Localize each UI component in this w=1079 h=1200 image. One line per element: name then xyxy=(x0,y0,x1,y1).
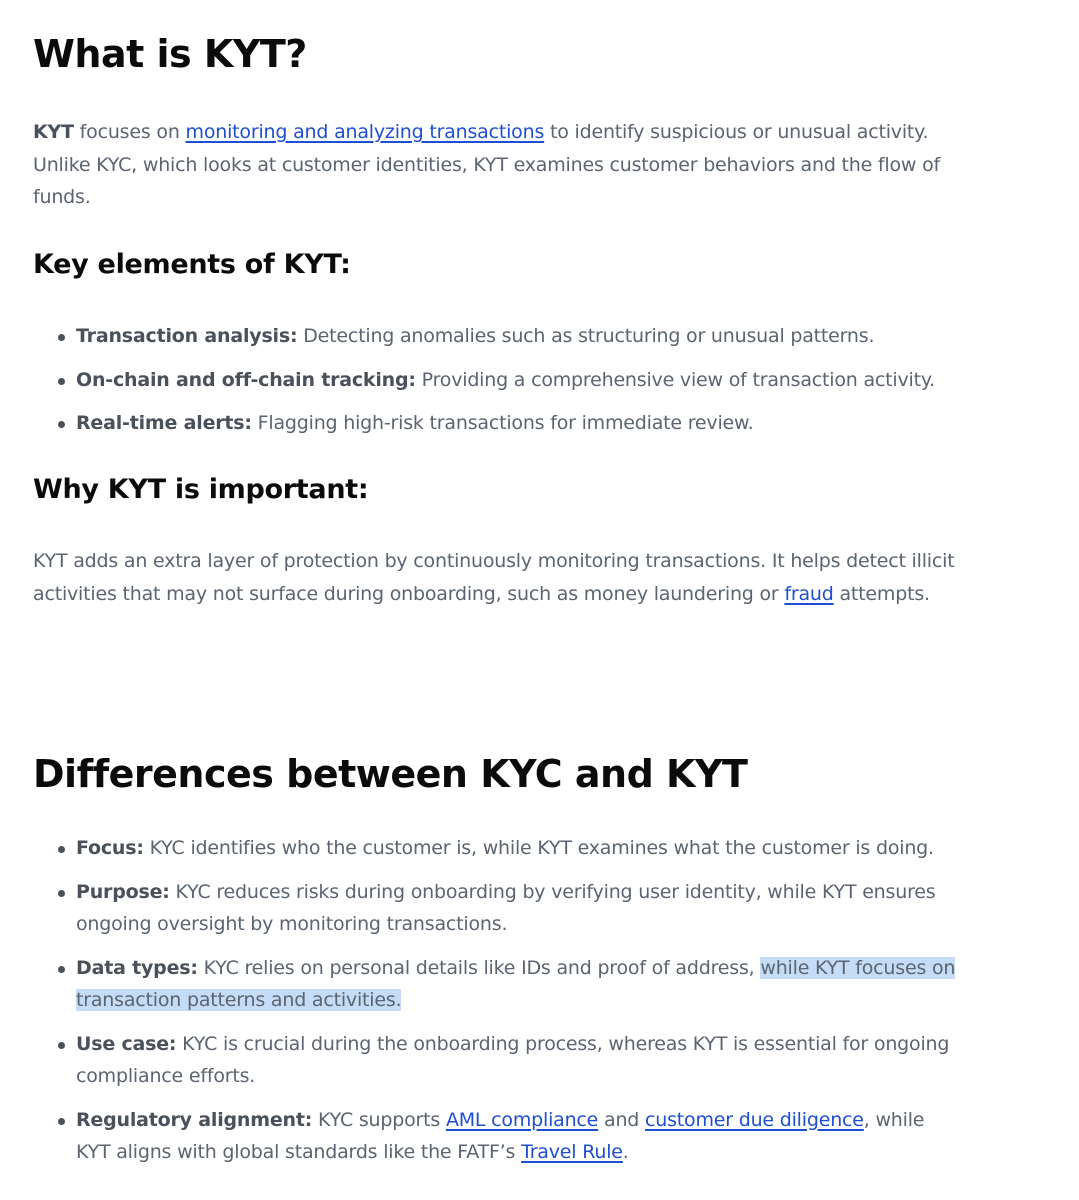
list-item-text: Flagging high-risk transactions for immediate review. xyxy=(251,412,754,434)
list-item-text: , while KYT aligns with global standards like the FATF’s xyxy=(76,1108,925,1163)
list-item xyxy=(33,832,963,865)
list-item-text: Providing a comprehensive view of transaction activity. xyxy=(415,368,936,391)
list-item-term: Focus: xyxy=(76,837,144,859)
bullet-icon xyxy=(58,1042,65,1049)
importance-text-1: KYT adds an extra layer of protection by continuously monitoring transactions. It helps detect illicit activities that may not surface during onboarding, such as money laundering or xyxy=(33,550,955,605)
kyt-intro-text-2: to identify suspicious or unusual activity. Unlike KYC, which looks at customer identities, KYT examines customer behaviors and the flow of funds. xyxy=(33,121,941,208)
list-item xyxy=(33,1028,963,1093)
selected-text-highlight[interactable]: while KYT focuses on transaction patterns and activities. xyxy=(76,956,956,1011)
list-item-term: Purpose: xyxy=(76,880,170,903)
list-item-term: Data types: xyxy=(76,956,198,979)
key-elements-list xyxy=(33,320,963,440)
bullet-icon xyxy=(58,966,65,973)
list-item xyxy=(33,407,963,440)
list-item-term: Real-time alerts: xyxy=(76,412,252,434)
link-travel-rule[interactable]: Travel Rule xyxy=(521,1141,623,1163)
list-item-text: KYC relies on personal details like IDs and proof of address, xyxy=(197,956,761,979)
list-item-text: . xyxy=(622,1141,629,1163)
kyt-term: KYT xyxy=(33,121,74,143)
list-item xyxy=(33,1104,963,1169)
list-item xyxy=(33,320,963,353)
list-item xyxy=(33,364,963,397)
bullet-icon xyxy=(58,846,65,853)
list-item-term: On-chain and off-chain tracking: xyxy=(76,368,416,391)
list-item-term: Use case: xyxy=(76,1032,177,1055)
bullet-icon xyxy=(58,890,65,897)
heading-what-is-kyt: What is KYT? xyxy=(33,32,307,76)
list-item-text: KYC supports xyxy=(312,1108,446,1131)
list-item-text: KYC is crucial during the onboarding process, whereas KYT is essential for ongoing compliance efforts. xyxy=(76,1032,950,1087)
list-item-text: KYC identifies who the customer is, while KYT examines what the customer is doing. xyxy=(143,837,934,859)
bullet-icon xyxy=(58,421,65,428)
list-item-term: Transaction analysis: xyxy=(76,325,298,347)
link-customer-due-diligence[interactable]: customer due diligence xyxy=(645,1108,864,1131)
kyt-importance-paragraph xyxy=(33,545,963,610)
link-monitoring-transactions[interactable]: monitoring and analyzing transactions xyxy=(185,121,545,143)
kyt-intro-text-1: focuses on xyxy=(73,121,186,143)
heading-key-elements: Key elements of KYT: xyxy=(33,249,351,280)
list-item-text: Detecting anomalies such as structuring or unusual patterns. xyxy=(297,325,875,347)
list-item xyxy=(33,876,963,941)
list-item-text: and xyxy=(598,1108,645,1131)
kyt-intro-paragraph xyxy=(33,116,963,214)
heading-differences: Differences between KYC and KYT xyxy=(33,752,748,796)
list-item-term: Regulatory alignment: xyxy=(76,1108,313,1131)
bullet-icon xyxy=(58,334,65,341)
differences-list xyxy=(33,832,963,1169)
heading-why-kyt-important: Why KYT is important: xyxy=(33,474,369,505)
link-fraud[interactable]: fraud xyxy=(784,582,834,605)
bullet-icon xyxy=(58,1118,65,1125)
bullet-icon xyxy=(58,378,65,385)
list-item xyxy=(33,952,963,1017)
importance-text-2: attempts. xyxy=(833,582,930,605)
link-aml-compliance[interactable]: AML compliance xyxy=(445,1108,599,1131)
list-item-text: KYC reduces risks during onboarding by verifying user identity, while KYT ensures ongoing oversight by monitoring transactions. xyxy=(76,880,936,935)
